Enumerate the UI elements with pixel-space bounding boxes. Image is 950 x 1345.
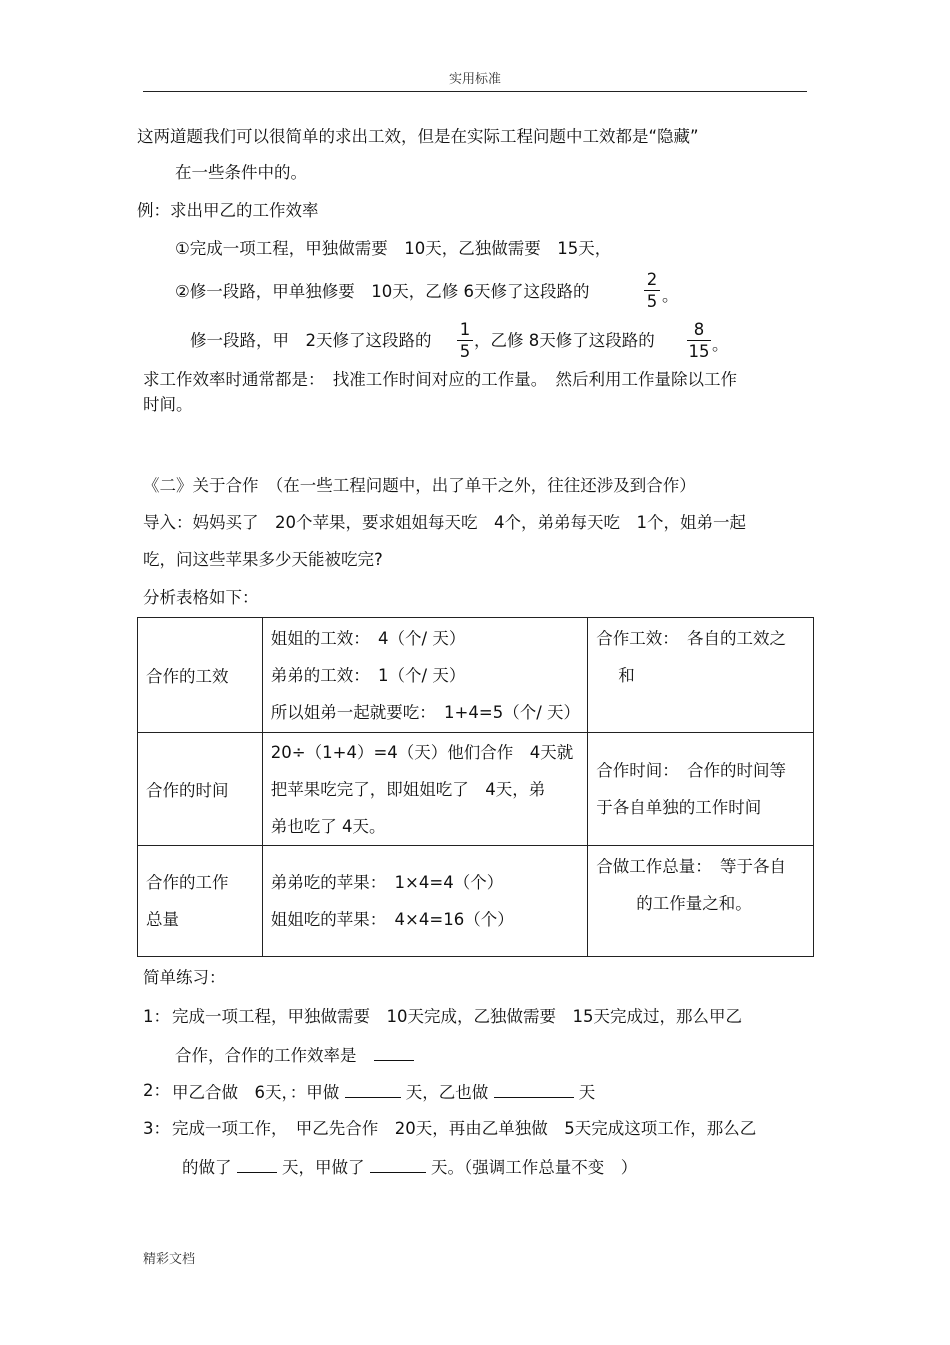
note-line: 合作工效： 各自的工效之 [596, 629, 787, 648]
example-item-2: ②修一段路，甲单独修要 10天，乙修 6天修了这段路的 [175, 282, 590, 301]
practice-title: 简单练习： [143, 968, 226, 987]
q2-text-a: 甲乙合做 6天，：甲做 [172, 1083, 340, 1102]
q3-line-2 [182, 1156, 637, 1178]
fraction-eight-fifteenths [686, 320, 712, 361]
fraction-bar [457, 340, 473, 341]
fraction-numerator: 1 [459, 320, 471, 339]
detail-line: 弟弟吃的苹果： 1×4=4（个） [270, 873, 504, 892]
q2-line [172, 1081, 595, 1103]
detail-line: 把苹果吃完了，即姐姐吃了 4天，弟 [270, 779, 546, 799]
example-item-3b: ，乙修 8天修了这段路的 [474, 331, 655, 350]
fraction-bar [687, 340, 711, 341]
fraction-denominator: 15 [688, 342, 710, 361]
q1-line-1: 完成一项工程，甲独做需要 10天完成，乙独做需要 15天完成过，那么甲乙 [172, 1007, 742, 1026]
fraction-bar [644, 290, 660, 291]
q3-line-1: 完成一项工作， 甲乙先合作 20天，再由乙单独做 5天完成这项工作，那么乙 [172, 1119, 757, 1138]
detail-line: 弟弟的工效： 1（个/ 天） [270, 665, 466, 685]
answer-blank[interactable] [374, 1044, 414, 1061]
q1-line-2-text: 合作，合作的工作效率是 [175, 1046, 357, 1065]
row-detail [262, 846, 587, 957]
note-line: 的工作量之和。 [636, 894, 752, 913]
example-item-1: ①完成一项工程，甲独做需要 10天，乙独做需要 15天， [175, 239, 612, 258]
answer-blank[interactable] [370, 1156, 426, 1173]
detail-line: 姐姐吃的苹果： 4×4=16（个） [270, 910, 514, 929]
fraction-denominator: 5 [646, 292, 658, 311]
row-note [588, 846, 814, 957]
row-label: 合作的工效 [138, 618, 263, 733]
detail-line: 20÷（1+4）=4（天）他们合作 4天就 [270, 742, 574, 762]
q3-text-b: 天，甲做了 [282, 1158, 365, 1177]
section-2-title: 《二》关于合作 （在一些工程问题中，出了单干之外，往往还涉及到合作） [143, 476, 696, 495]
method-line-1: 求工作效率时通常都是： 找准工作时间对应的工作量。 然后利用工作量除以工作 [143, 370, 737, 389]
row-label: 合作的时间 [138, 733, 263, 846]
fraction-denominator: 5 [459, 342, 471, 361]
page-footer: 精彩文档 [143, 1252, 196, 1267]
row-note [588, 733, 814, 846]
detail-line: 所以姐弟一起就要吃： 1+4=5（个/ 天） [270, 702, 580, 722]
page-header: 实用标准 [448, 72, 501, 87]
answer-blank[interactable] [237, 1156, 277, 1173]
q1-number: 1： [143, 1007, 170, 1026]
row-detail [262, 618, 587, 733]
label-line: 合作的工作 [146, 873, 229, 892]
row-label [138, 846, 263, 957]
table-row [138, 733, 814, 846]
item-3-end: 。 [712, 335, 729, 354]
label-line: 总量 [146, 910, 179, 929]
method-line-2: 时间。 [143, 395, 193, 414]
intro-line-2: 在一些条件中的。 [175, 163, 307, 182]
q3-text-a: 的做了 [182, 1158, 232, 1177]
answer-blank[interactable] [494, 1081, 574, 1098]
q2-text-b: 天，乙也做 [405, 1083, 489, 1102]
q3-text-c: 天。（强调工作总量不变 ） [431, 1158, 638, 1177]
q2-text-c: 天 [578, 1083, 596, 1102]
fraction-two-fifths [643, 270, 661, 311]
example-item-3a: 修一段路，甲 2天修了这段路的 [190, 331, 432, 350]
fraction-numerator: 2 [646, 270, 658, 289]
table-row [138, 846, 814, 957]
answer-blank[interactable] [345, 1081, 401, 1098]
header-rule [143, 91, 807, 92]
note-line: 于各自单独的工作时间 [596, 798, 762, 817]
q1-line-2 [175, 1044, 414, 1066]
note-line: 合做工作总量： 等于各自 [596, 857, 787, 876]
intro-line-1: 这两道题我们可以很简单的求出工效，但是在实际工程问题中工效都是“隐藏” [137, 127, 699, 146]
q2-number: 2： [143, 1081, 170, 1100]
fraction-one-fifth [456, 320, 474, 361]
example-label: 例：求出甲乙的工作效率 [137, 201, 319, 220]
item-2-end: 。 [662, 286, 679, 305]
detail-line: 姐姐的工效： 4（个/ 天） [270, 628, 466, 648]
detail-line: 弟也吃了 4天。 [270, 816, 386, 836]
table-intro: 分析表格如下： [143, 588, 259, 607]
note-line: 合作时间： 合作的时间等 [596, 761, 787, 780]
fraction-numerator: 8 [693, 320, 705, 339]
note-line: 和 [618, 666, 635, 685]
analysis-table [137, 617, 814, 957]
q3-number: 3： [143, 1119, 170, 1138]
row-detail [262, 733, 587, 846]
lead-line-2: 吃，问这些苹果多少天能被吃完? [143, 550, 383, 569]
lead-line-1: 导入：妈妈买了 20个苹果，要求姐姐每天吃 4个，弟弟每天吃 1个，姐弟一起 [143, 513, 746, 532]
row-note [588, 618, 814, 733]
table-row [138, 618, 814, 733]
